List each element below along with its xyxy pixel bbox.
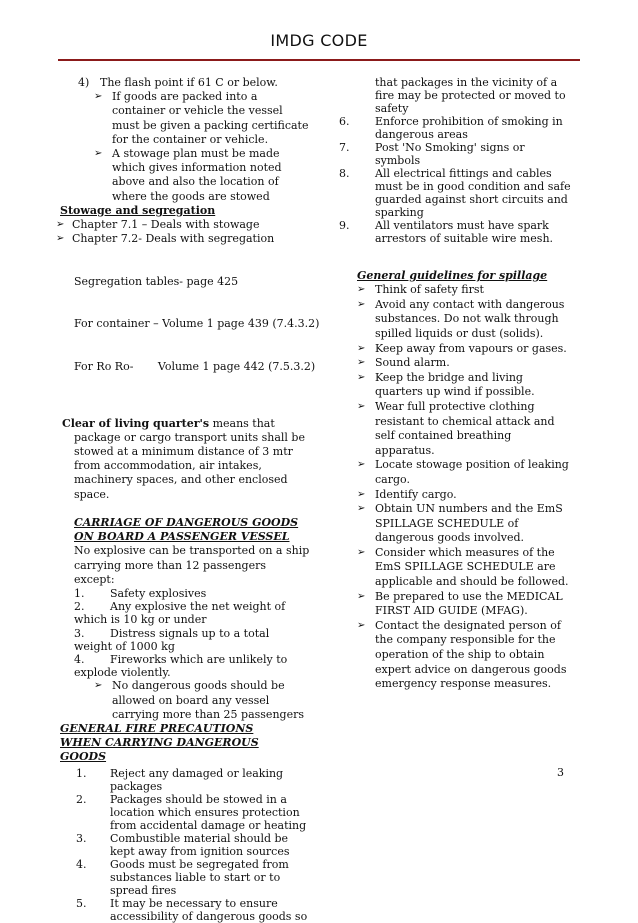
item-number: 2. [76,792,87,806]
item-text: Keep away from vapours or gases. [375,341,567,355]
header-rule [58,59,580,61]
item-text: A stowage plan must be made which gives information noted above and also the location of where the goods are stowed [112,147,282,203]
list-item [60,897,310,923]
arrow-bullet-icon: ➢ [357,298,366,310]
item-number: 4) [78,76,90,89]
item-text: Enforce prohibition of smoking in dangerous areas [375,115,563,141]
list-item [60,587,310,600]
item-text: Any explosive the net weight of which is 10 kg or under [74,600,286,627]
living-quarters-paragraph [60,417,310,502]
item-number: 1. [74,586,85,600]
list-item [337,371,573,400]
item-text: Reject any damaged or leaking packages [110,766,284,793]
item-number: 8. [339,167,350,180]
segregation-line: For Ro Ro- Volume 1 page 442 (7.5.3.2) [74,360,316,374]
arrow-bullet-icon: ➢ [357,619,366,631]
item-number: 1. [76,766,87,780]
fire-precautions-heading: GENERAL FIRE PRECAUTIONS WHEN CARRYING DANGEROUS GOODS [60,721,259,764]
arrow-bullet-icon: ➢ [357,400,366,412]
item-text: If goods are packed into a container or vehicle the vessel must be given a packing certificate for the container or vehicle. [112,90,309,146]
item-number: 3. [74,626,85,640]
item-text: Consider which measures of the EmS SPILLAGE SCHEDULE are applicable and should be followed. [375,545,569,589]
item-text: Goods must be segregated from substances liable to start or to spread fires [110,857,289,897]
spillage-list [337,283,573,692]
page-number: 3 [557,766,564,779]
fire-list [60,767,310,923]
list-item [56,232,310,246]
item-text: Obtain UN numbers and the EmS SPILLAGE SCHEDULE of dangerous goods involved. [375,502,563,545]
arrow-bullet-icon: ➢ [357,503,366,515]
right-column [337,76,573,692]
list-item [337,356,573,371]
item-text: Locate stowage position of leaking cargo. [375,458,569,486]
list-item [337,342,573,357]
left-column [56,76,320,923]
item-text: Identify cargo. [375,487,457,501]
list-item [337,546,573,590]
list-item [337,590,573,619]
list-item [60,679,310,722]
carriage-intro: No explosive can be transported on a ship carrying more than 12 passengers except: [74,544,310,586]
item-number: 4. [74,652,85,666]
arrow-bullet-icon: ➢ [56,219,65,231]
item-text: Combustible material should be kept away from ignition sources [110,831,290,858]
item-text: Safety explosives [110,586,207,600]
segregation-lines [60,246,320,402]
item-text: Sound alarm. [375,356,450,370]
list-item [337,283,573,298]
carriage-list [60,587,310,679]
item-number: 9. [339,219,350,232]
item-number: 7. [339,141,350,154]
list-item [337,219,573,245]
list-item [60,76,310,90]
arrow-bullet-icon: ➢ [357,342,366,354]
item-text: Distress signals up to a total weight of 1000 kg [74,626,270,653]
living-quarters-text: means that package or cargo transport units shall be stowed at a minimum distance of 3 mtr from accommodation, air intakes, machinery spaces, and other enclosed space. [74,416,305,501]
arrow-bullet-icon: ➢ [357,590,366,602]
item-number: 5. [76,896,87,910]
list-item [60,627,310,653]
arrow-bullet-icon: ➢ [357,357,366,369]
list-item [337,488,573,503]
page-header-title: IMDG CODE [270,31,368,50]
arrow-bullet-icon: ➢ [357,546,366,558]
segregation-line: Segregation tables- page 425 [74,274,239,288]
arrow-bullet-icon: ➢ [94,680,103,692]
item-text: It may be necessary to ensure accessibility of dangerous goods so [110,896,308,923]
arrow-bullet-icon: ➢ [56,233,65,245]
item-text: Be prepared to use the MEDICAL FIRST AID GUIDE (MFAG). [375,589,563,618]
item-text: Think of safety first [375,283,484,297]
list-item [337,298,573,342]
list-item [60,147,310,204]
segregation-line: For container – Volume 1 page 439 (7.4.3.2) [74,317,320,331]
item-text: Avoid any contact with dangerous substances. Do not walk through spilled liquids or dust (solids). [375,297,565,340]
item-text: Contact the designated person of the company responsible for the operation of the ship to obtain expert advice on dangerous goods emergency response measures. [375,618,567,691]
item-text: Wear full protective clothing resistant to chemical attack and self contained breathing apparatus. [375,399,555,457]
carriage-heading: CARRIAGE OF DANGEROUS GOODS ON BOARD A PASSENGER VESSEL [74,515,299,544]
list-item [337,141,573,167]
item-number: 4. [76,857,87,871]
list-item [60,600,310,626]
item-text: Post 'No Smoking' signs or symbols [375,141,525,167]
list-item [337,502,573,546]
item-text: Chapter 7.2- Deals with segregation [72,232,275,246]
item-text: No dangerous goods should be allowed on board any vessel carrying more than 25 passengers [112,679,304,721]
living-quarters-term: Clear of living quarter's [62,416,210,430]
item-text: The flash point if 61 C or below. [100,76,278,89]
list-item [60,90,310,147]
list-item [60,832,310,858]
arrow-bullet-icon: ➢ [94,91,103,103]
item-text: All ventilators must have spark arrestors of suitable wire mesh. [375,219,554,245]
arrow-bullet-icon: ➢ [357,284,366,296]
list-item [60,858,310,897]
item-number: 6. [339,115,350,128]
list-item [337,458,573,487]
item-text: Fireworks which are unlikely to explode violently. [74,652,288,680]
arrow-bullet-icon: ➢ [94,148,103,160]
arrow-bullet-icon: ➢ [357,488,366,500]
item-number: 3. [76,831,87,845]
item-text: Chapter 7.1 – Deals with stowage [72,218,260,232]
list-item [337,619,573,692]
fire-continuation: that packages in the vicinity of a fire may be protected or moved to safety [375,76,566,115]
arrow-bullet-icon: ➢ [357,459,366,471]
list-item [337,167,573,219]
item-text: Packages should be stowed in a location which ensures protection from accidental damage or heating [110,792,307,832]
list-item [56,218,310,232]
item-number: 2. [74,600,85,614]
item-text: All electrical fittings and cables must be in good condition and safe guarded against short circuits and sparking [375,167,571,219]
arrow-bullet-icon: ➢ [357,371,366,383]
list-item [337,115,573,141]
list-item [337,400,573,458]
item-text: Keep the bridge and living quarters up wind if possible. [375,370,535,399]
spillage-heading: General guidelines for spillage [357,269,548,282]
list-item [60,653,310,679]
list-item [60,767,310,793]
stowage-heading: Stowage and segregation [60,203,216,217]
